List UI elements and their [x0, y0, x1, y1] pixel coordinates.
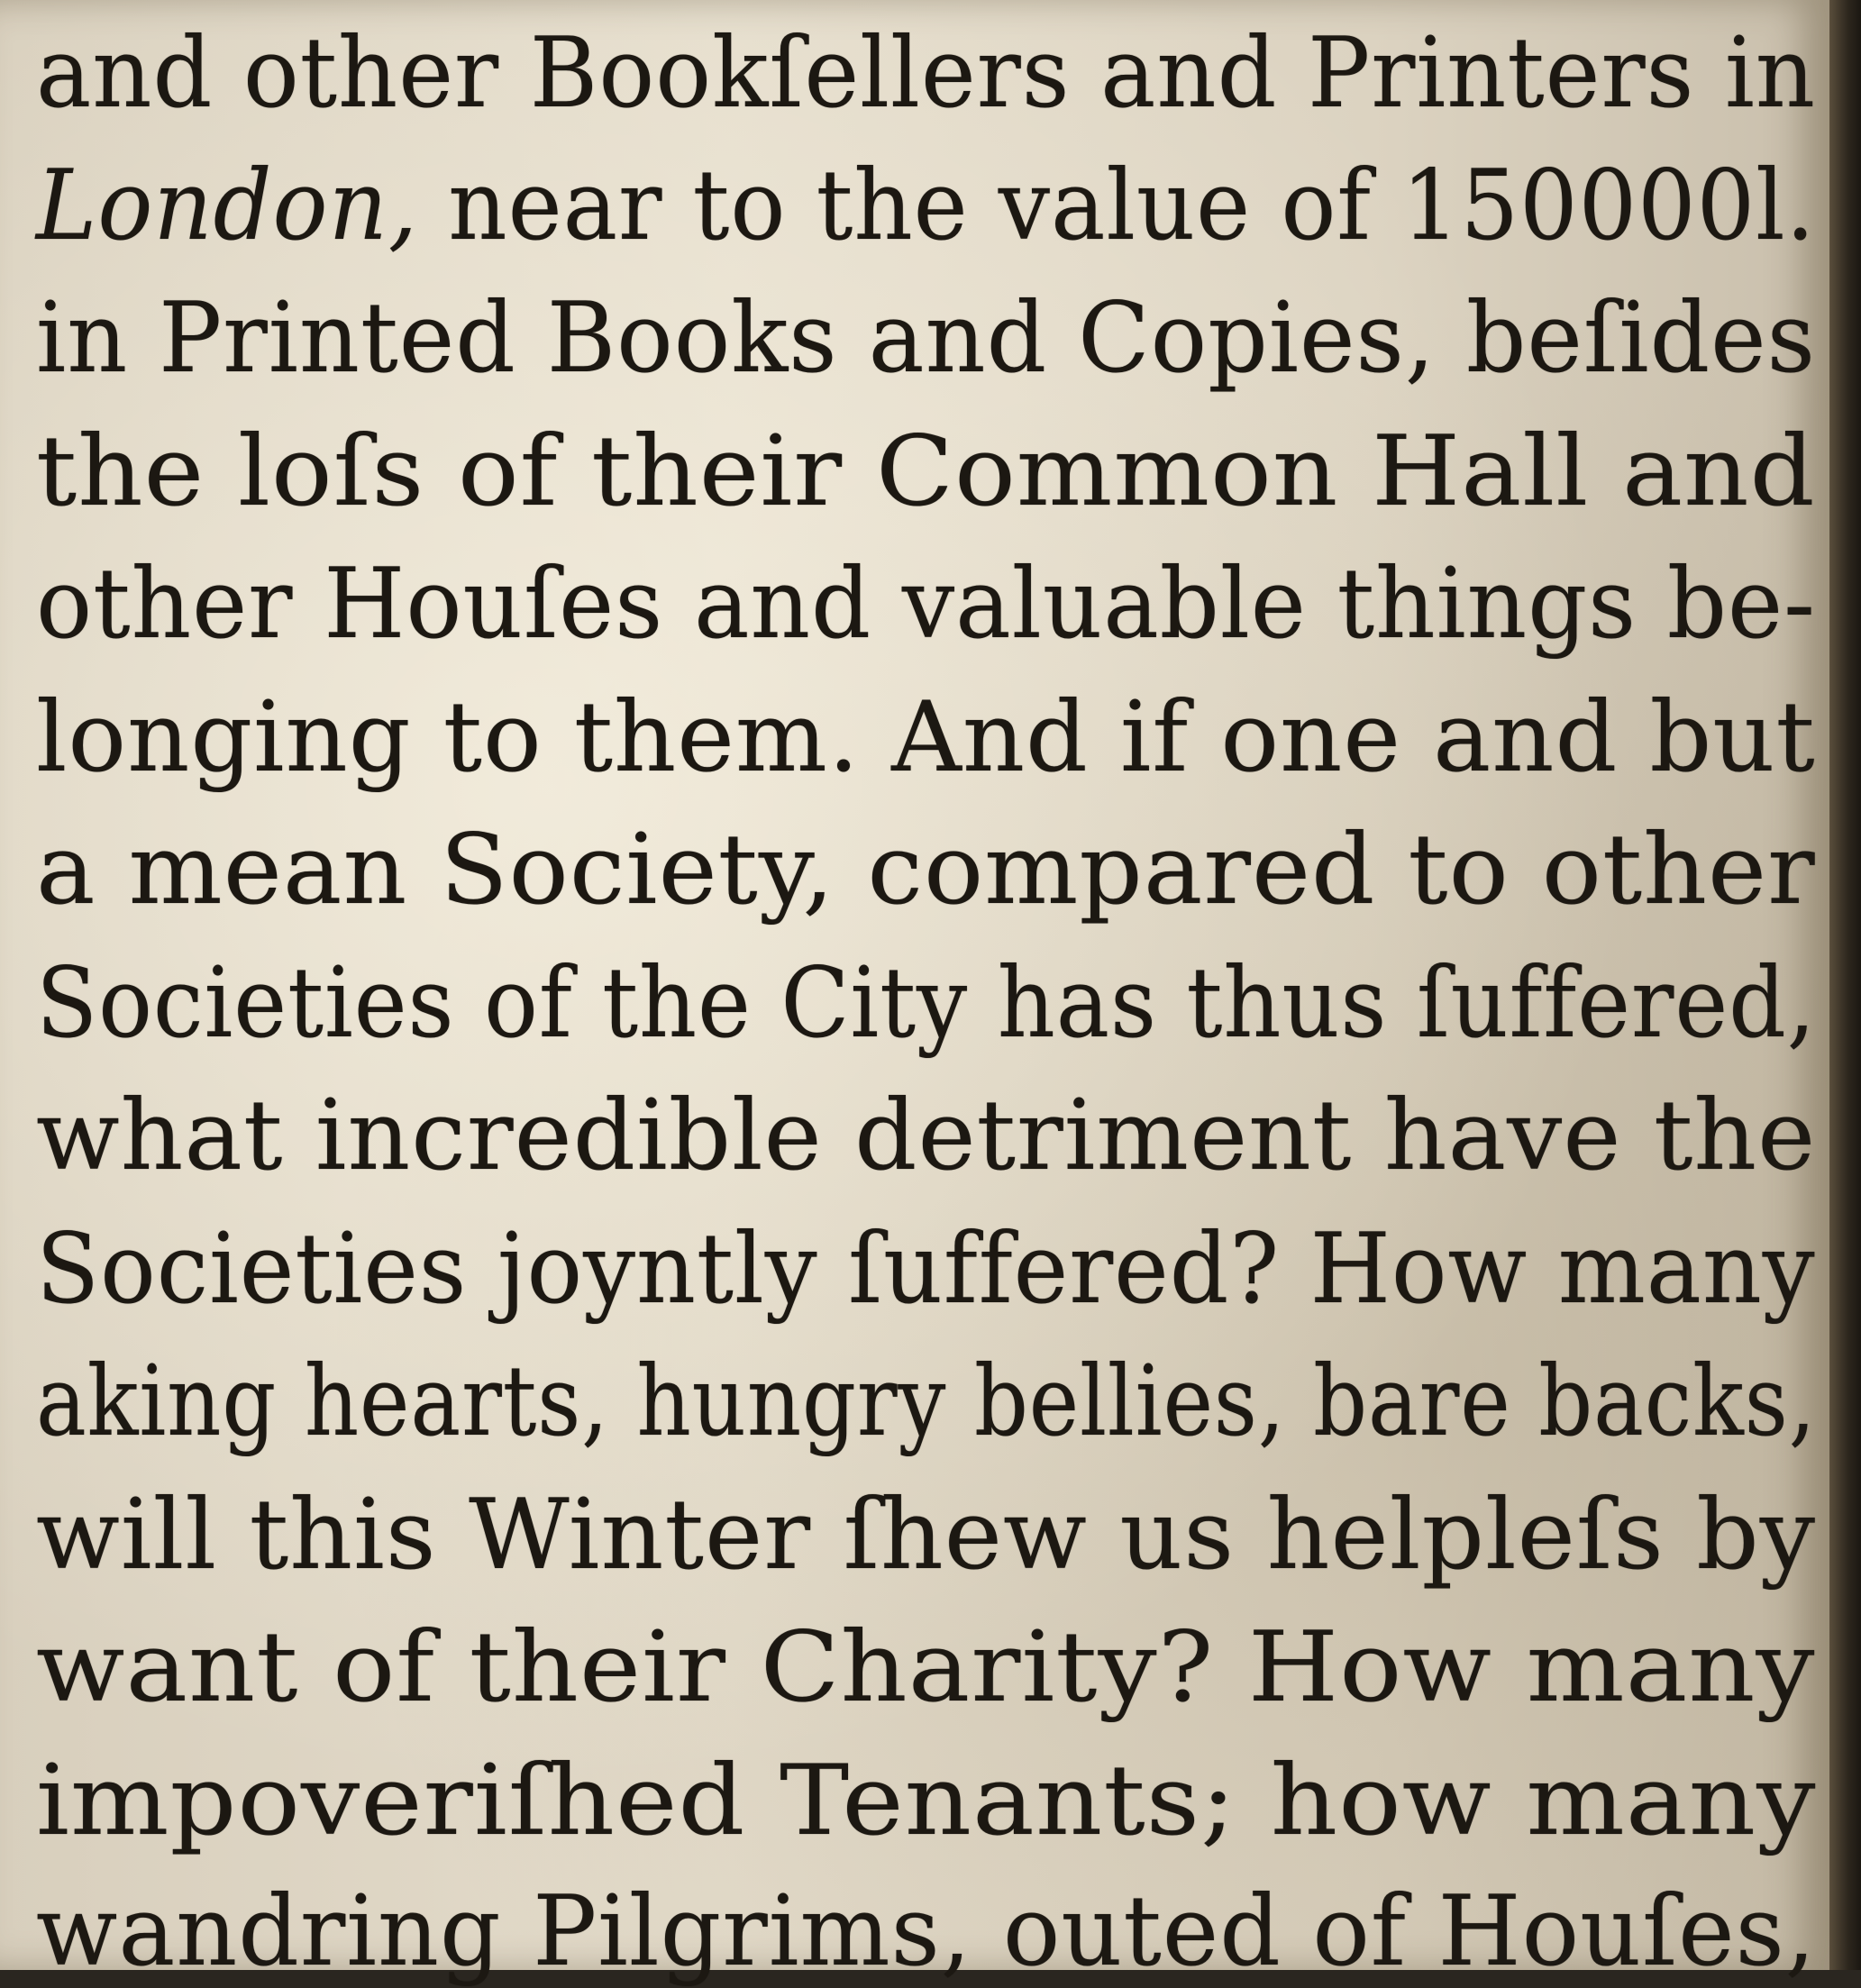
- text-line-6: longing to them. And if one and but: [36, 681, 1816, 794]
- text-line-13: want of their Charity? How many: [36, 1611, 1816, 1724]
- text-line-1: and other Bookſellers and Printers in: [36, 17, 1816, 130]
- book-spine-shadow: [1829, 0, 1861, 1970]
- text-line-8: Societies of the City has thus ſuffered,: [36, 947, 1817, 1060]
- text-line-11: aking hearts, hungry bellies, bare backs,: [36, 1345, 1817, 1458]
- text-line-15: wandring Pilgrims, outed of Houſes,: [36, 1875, 1817, 1988]
- italic-place-name: London,: [36, 150, 419, 262]
- text-line-4: the loſs of their Common Hall and: [36, 415, 1816, 528]
- text-line-5: other Houſes and valuable things be-: [36, 548, 1816, 661]
- text-line-14: impoveriſhed Tenants; how many: [36, 1745, 1817, 1857]
- text-line-7: a mean Society, compared to other: [36, 814, 1816, 926]
- text-line-12: will this Winter ſhew us helpleſs by: [36, 1479, 1817, 1591]
- text-line-2: London, near to the value of 150000l.: [36, 150, 1816, 262]
- text-line-3: in Printed Books and Copies, beſides: [36, 282, 1816, 395]
- text-line-9: what incredible detriment have the: [36, 1080, 1817, 1192]
- text-line-10: Societies joyntly ſuffered? How many: [36, 1213, 1816, 1326]
